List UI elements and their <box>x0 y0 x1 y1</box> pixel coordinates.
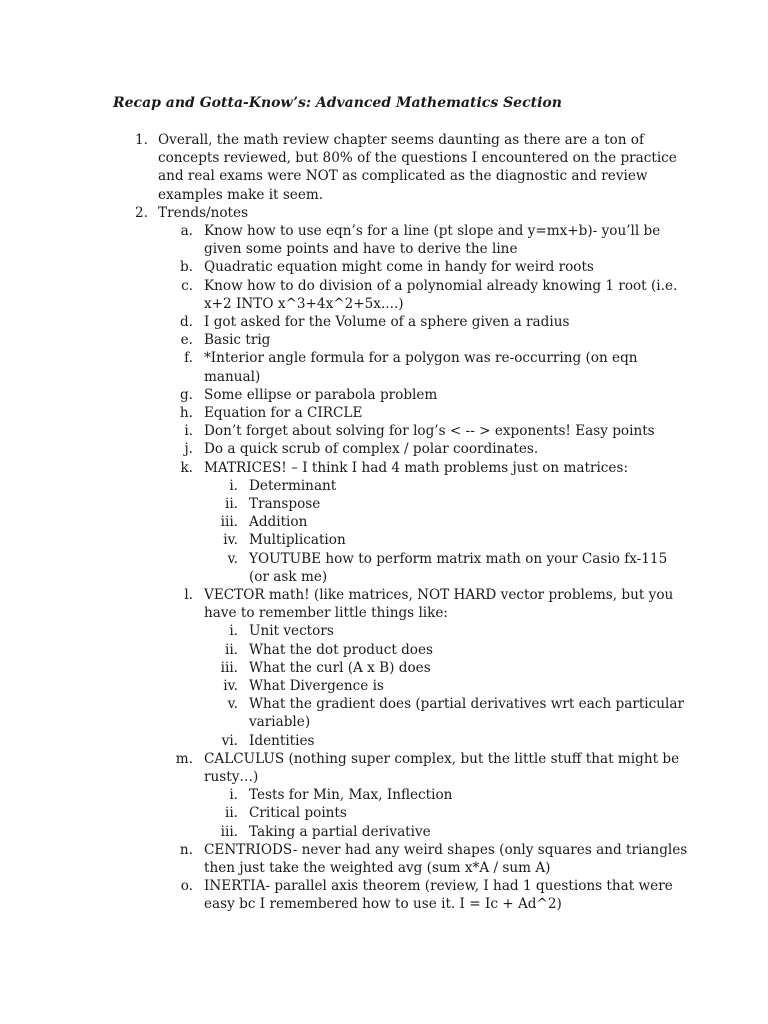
list-text: MATRICES! – I think I had 4 math problems just on matrices: <box>204 459 629 476</box>
list-text: Know how to use eqn’s for a line (pt slope and y=mx+b)- you’ll be <box>204 223 661 239</box>
list-text: concepts reviewed, but 80% of the questions I encountered on the practice <box>158 150 677 167</box>
list-marker: j. <box>184 441 193 458</box>
list-text: have to remember little things like: <box>204 605 449 622</box>
list-text: Identities <box>249 732 315 749</box>
list-marker: iii. <box>220 823 238 840</box>
list-marker: i. <box>229 787 238 804</box>
list-text: *Interior angle formula for a polygon was re-occurring (on eqn <box>204 350 638 367</box>
list-marker: a. <box>180 223 193 239</box>
list-text: given some points and have to derive the line <box>204 241 518 258</box>
list-text: Some ellipse or parabola problem <box>204 386 438 403</box>
list-text: Tests for Min, Max, Inflection <box>249 787 453 804</box>
list-marker: 2. <box>135 204 148 221</box>
list-text: Determinant <box>249 477 337 494</box>
list-text: (or ask me) <box>249 568 328 585</box>
list-text: What Divergence is <box>249 678 384 694</box>
list-text: rusty…) <box>204 769 259 785</box>
list-marker: ii. <box>224 805 238 822</box>
list-text: easy bc I remembered how to use it. I = Ic + Ad^2) <box>204 896 562 913</box>
list-text: Multiplication <box>249 532 346 549</box>
list-marker: c. <box>181 277 193 294</box>
list-text: Don’t forget about solving for log’s < -- > exponents! Easy points <box>204 423 655 440</box>
list-text: Do a quick scrub of complex / polar coordinates. <box>204 441 539 458</box>
list-marker: ii. <box>224 496 238 512</box>
list-marker: n. <box>179 841 193 858</box>
list-text: Transpose <box>249 496 321 512</box>
list-text: Unit vectors <box>249 623 334 640</box>
list-text: What the curl (A x B) does <box>249 659 431 676</box>
list-marker: i. <box>229 477 238 494</box>
list-marker: f. <box>184 350 193 367</box>
list-marker: g. <box>179 386 193 403</box>
list-text: Overall, the math review chapter seems daunting as there are a ton of <box>158 132 645 148</box>
list-text: Taking a partial derivative <box>249 823 431 840</box>
list-marker: e. <box>180 332 193 349</box>
list-marker: iv. <box>223 532 238 549</box>
list-text: then just take the weighted avg (sum x*A / sum A) <box>204 860 551 876</box>
list-marker: o. <box>180 878 193 895</box>
list-marker: vi. <box>221 732 238 749</box>
list-marker: i. <box>229 623 238 640</box>
list-text: manual) <box>204 368 261 385</box>
list-text: CALCULUS (nothing super complex, but the little stuff that might be <box>204 750 680 767</box>
list-text: Trends/notes <box>158 204 249 221</box>
list-text: Quadratic equation might come in handy for weird roots <box>204 259 594 276</box>
list-marker: ii. <box>224 641 238 658</box>
list-text: variable) <box>249 714 311 731</box>
list-marker: d. <box>179 314 193 330</box>
list-marker: b. <box>179 259 193 276</box>
list-text: YOUTUBE how to perform matrix math on your Casio fx-115 <box>249 550 668 567</box>
list-text: and real exams were NOT as complicated as the diagnostic and review <box>158 168 648 185</box>
list-text: I got asked for the Volume of a sphere given a radius <box>204 314 570 330</box>
list-marker: m. <box>175 750 193 767</box>
list-text: What the dot product does <box>249 641 434 658</box>
list-text: examples make it seem. <box>158 186 324 203</box>
list-text: CENTRIODS- never had any weird shapes (only squares and triangles <box>204 841 688 858</box>
list-marker: iii. <box>220 659 238 676</box>
list-marker: v. <box>227 550 238 567</box>
list-text: Critical points <box>249 805 347 822</box>
list-marker: l. <box>184 587 193 603</box>
list-marker: 1. <box>135 132 148 148</box>
list-marker: v. <box>227 696 238 713</box>
document-title: Recap and Gotta-Know’s: Advanced Mathematics Section <box>113 95 562 111</box>
list-text: Know how to do division of a polynomial already knowing 1 root (i.e. <box>204 277 678 294</box>
list-marker: k. <box>180 459 193 476</box>
list-text: x+2 INTO x^3+4x^2+5x....) <box>204 295 404 312</box>
list-marker: iii. <box>220 514 238 531</box>
list-text: INERTIA- parallel axis theorem (review, I had 1 questions that were <box>204 878 673 895</box>
list-text: What the gradient does (partial derivatives wrt each particular <box>249 696 684 713</box>
list-text: VECTOR math! (like matrices, NOT HARD vector problems, but you <box>204 587 674 603</box>
list-text: Basic trig <box>204 332 271 349</box>
list-text: Addition <box>249 514 308 531</box>
list-marker: iv. <box>223 678 238 694</box>
list-text: Equation for a CIRCLE <box>204 405 363 421</box>
list-marker: i. <box>184 423 193 440</box>
list-marker: h. <box>179 405 193 421</box>
